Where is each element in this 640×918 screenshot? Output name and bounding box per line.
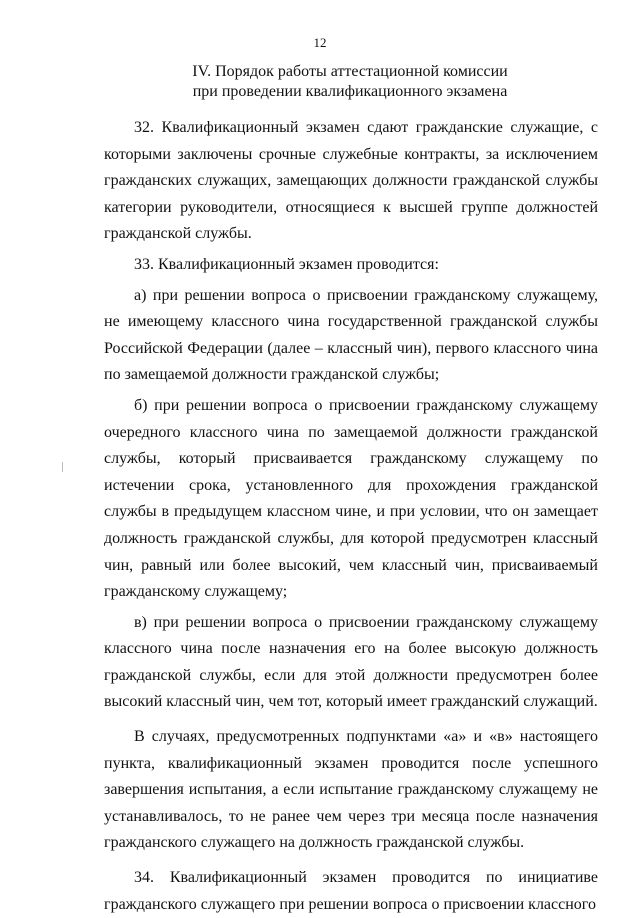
scan-artifact xyxy=(62,462,63,472)
paragraph-33: 33. Квалификационный экзамен проводится: xyxy=(134,255,439,273)
paragraph-33-b: б) при решении вопроса о присвоении гражданскому служащему очередного классного чина по замещаемой должности гражданской службы, который присваивается гражданскому служащему по истечении срока, установленного для прохождения гражданской службы в предыдущем классном чине, и при условии, что он замещает должность гражданской службы, для которой предусмотрен классный чин, равный или более высокий, чем классный чин, присваиваемый гражданскому служащему; xyxy=(104,396,598,601)
section-heading xyxy=(100,62,600,102)
paragraph-34: 34. Квалификационный экзамен проводится по инициативе гражданского служащего при решении вопроса о присвоении классного xyxy=(104,869,598,913)
section-heading-line-2: при проведении квалификационного экзамена xyxy=(192,83,508,100)
document-body xyxy=(104,115,598,918)
paragraph-33-a: а) при решении вопроса о присвоении гражданскому служащему, не имеющему классного чина государственной гражданской службы Российской Федерации (далее – классный чин), первого классного чина по замещаемой должности гражданской службы; xyxy=(104,286,598,384)
section-heading-line-1: IV. Порядок работы аттестационной комиссии xyxy=(192,63,508,80)
paragraph-32: 32. Квалификационный экзамен сдают гражданские служащие, с которыми заключены срочные служебные контракты, за исключением гражданских служащих, замещающих должности гражданской службы категории руководители, относящиеся к высшей группе должностей гражданской службы. xyxy=(104,119,598,243)
page-number: 12 xyxy=(313,35,327,50)
paragraph-33-v: в) при решении вопроса о присвоении гражданскому служащему классного чина после назначения его на более высокую должность гражданской службы, если для этой должности предусмотрен более высокий классный чин, чем тот, который имеет гражданский служащий. xyxy=(104,613,598,711)
paragraph-33-cases: В случаях, предусмотренных подпунктами «а» и «в» настоящего пункта, квалификационный экзамен проводится после успешного завершения испытания, а если испытание гражданскому служащему не устанавливалось, то не ранее чем через три месяца после назначения гражданского служащего на должность гражданской службы. xyxy=(104,728,598,852)
